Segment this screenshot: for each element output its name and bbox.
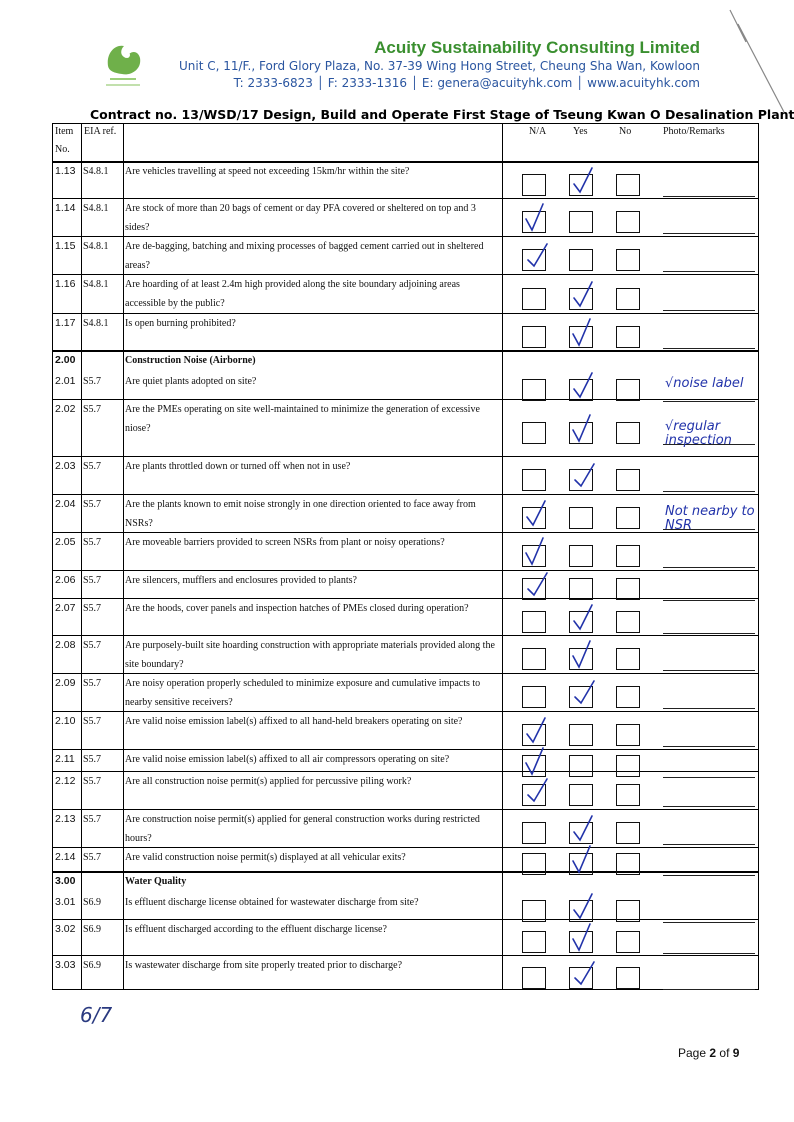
handwritten-checkmark-icon bbox=[523, 241, 549, 271]
checkbox-na[interactable] bbox=[522, 648, 546, 670]
eia-reference: S5.7 bbox=[83, 376, 102, 387]
remarks-line bbox=[663, 633, 755, 634]
checkbox-no[interactable] bbox=[616, 211, 640, 233]
checkbox-no[interactable] bbox=[616, 469, 640, 491]
handwritten-checkmark-icon bbox=[570, 959, 596, 989]
item-number: 2.04 bbox=[55, 498, 76, 510]
checklist-question: Are valid noise emission label(s) affixed to all hand-held breakers operating on site? bbox=[125, 716, 463, 727]
checkbox-na[interactable] bbox=[522, 967, 546, 989]
handwritten-checkmark-icon bbox=[570, 461, 596, 491]
checklist-question: Are quiet plants adopted on site? bbox=[125, 376, 257, 387]
remarks-line bbox=[663, 953, 755, 954]
checklist-question: Are moveable barriers provided to screen NSRs from plant or noisy operations? bbox=[125, 537, 445, 548]
page-total: 9 bbox=[732, 1046, 740, 1060]
page-number bbox=[678, 1046, 739, 1060]
remarks-line bbox=[663, 348, 755, 349]
checkbox-no[interactable] bbox=[616, 822, 640, 844]
contract-title: Contract no. 13/WSD/17 Design, Build and Operate First Stage of Tseung Kwan O Desalination Plant bbox=[90, 107, 794, 122]
checkbox-yes[interactable] bbox=[569, 507, 593, 529]
checklist-question: Are the plants known to emit noise strongly in one direction oriented to face away from NSRs? bbox=[125, 499, 476, 529]
checkbox-no[interactable] bbox=[616, 686, 640, 708]
header-item-no: No. bbox=[55, 144, 70, 155]
remarks-line bbox=[663, 844, 755, 845]
checkbox-no[interactable] bbox=[616, 724, 640, 746]
eia-reference: S5.7 bbox=[83, 499, 102, 510]
checkbox-no[interactable] bbox=[616, 326, 640, 348]
checkbox-yes[interactable] bbox=[569, 755, 593, 777]
eia-reference: S4.8.1 bbox=[83, 166, 109, 177]
item-number: 1.14 bbox=[55, 202, 76, 214]
remarks-line bbox=[663, 806, 755, 807]
header-yes: Yes bbox=[573, 126, 588, 137]
eia-reference: S4.8.1 bbox=[83, 241, 109, 252]
handwritten-checkmark-icon bbox=[523, 776, 549, 806]
item-number: 2.13 bbox=[55, 813, 76, 825]
checkbox-na[interactable] bbox=[522, 379, 546, 401]
checklist-question: Are construction noise permit(s) applied for general construction works during restricted hours? bbox=[125, 814, 480, 844]
handwritten-checkmark-icon bbox=[570, 678, 596, 708]
item-number: 1.16 bbox=[55, 278, 76, 290]
checklist-question: Are de-bagging, batching and mixing processes of bagged cement carried out in sheltered areas? bbox=[125, 241, 484, 271]
checkbox-yes[interactable] bbox=[569, 249, 593, 271]
header-na: N/A bbox=[529, 126, 547, 137]
checkbox-no[interactable] bbox=[616, 853, 640, 875]
eia-reference: S5.7 bbox=[83, 852, 102, 863]
remarks-line bbox=[663, 708, 755, 709]
remarks-line bbox=[663, 310, 755, 311]
handwritten-checkmark-icon bbox=[570, 414, 596, 444]
checklist-question: Are valid construction noise permit(s) displayed at all vehicular exits? bbox=[125, 852, 406, 863]
checkbox-na[interactable] bbox=[522, 853, 546, 875]
remarks-line bbox=[663, 271, 755, 272]
item-number: 1.13 bbox=[55, 165, 76, 177]
item-number: 3.00 bbox=[55, 875, 76, 887]
col-divider-desc bbox=[502, 124, 503, 989]
page-prefix: Page bbox=[678, 1046, 707, 1060]
remarks-line bbox=[663, 922, 755, 923]
eia-reference: S6.9 bbox=[83, 924, 102, 935]
checkbox-no[interactable] bbox=[616, 784, 640, 806]
page-current: 2 bbox=[709, 1046, 717, 1060]
item-number: 2.10 bbox=[55, 715, 76, 727]
eia-reference: S5.7 bbox=[83, 716, 102, 727]
item-number: 1.15 bbox=[55, 240, 76, 252]
eia-reference: S5.7 bbox=[83, 404, 102, 415]
item-number: 3.03 bbox=[55, 959, 76, 971]
item-number: 2.12 bbox=[55, 775, 76, 787]
item-number: 2.14 bbox=[55, 851, 76, 863]
handwritten-remark: √noise label bbox=[665, 376, 744, 391]
checkbox-yes[interactable] bbox=[569, 784, 593, 806]
checkbox-na[interactable] bbox=[522, 422, 546, 444]
col-divider-eia bbox=[123, 124, 124, 989]
checklist-question: Are vehicles travelling at speed not exceeding 15km/hr within the site? bbox=[125, 166, 410, 177]
checkbox-yes[interactable] bbox=[569, 545, 593, 567]
eia-reference: S5.7 bbox=[83, 754, 102, 765]
item-number: 1.17 bbox=[55, 317, 76, 329]
handwritten-checkmark-icon bbox=[523, 716, 549, 746]
checkbox-no[interactable] bbox=[616, 249, 640, 271]
checklist-question: Are valid noise emission label(s) affixed to all air compressors operating on site? bbox=[125, 754, 450, 765]
item-number: 2.11 bbox=[55, 753, 75, 765]
eia-reference: S4.8.1 bbox=[83, 203, 109, 214]
checklist-question: Are the PMEs operating on site well-maintained to minimize the generation of excessive niose? bbox=[125, 404, 480, 434]
remarks-line bbox=[663, 989, 755, 990]
company-contact: T: 2333-6823 │ F: 2333-1316 │ E: genera@acuityhk.com │ www.acuityhk.com bbox=[233, 76, 700, 90]
item-number: 2.05 bbox=[55, 536, 76, 548]
checkbox-na[interactable] bbox=[522, 611, 546, 633]
corner-pen-stroke-icon bbox=[728, 8, 788, 118]
checkbox-yes[interactable] bbox=[569, 578, 593, 600]
remarks-line bbox=[663, 567, 755, 568]
handwritten-checkmark-icon bbox=[523, 203, 549, 233]
eia-reference: S4.8.1 bbox=[83, 279, 109, 290]
page-of: of bbox=[719, 1046, 730, 1060]
item-number: 2.09 bbox=[55, 677, 76, 689]
checkbox-na[interactable] bbox=[522, 686, 546, 708]
checklist-question: Is open burning prohibited? bbox=[125, 318, 236, 329]
checklist-question: Is effluent discharge license obtained for wastewater discharge from site? bbox=[125, 897, 419, 908]
header-eia-ref: EIA ref. bbox=[84, 126, 117, 137]
item-number: 2.01 bbox=[55, 375, 76, 387]
checkbox-no[interactable] bbox=[616, 755, 640, 777]
handwritten-checkmark-icon bbox=[570, 923, 596, 953]
remarks-line bbox=[663, 670, 755, 671]
handwritten-checkmark-icon bbox=[570, 892, 596, 922]
item-number: 2.06 bbox=[55, 574, 76, 586]
checklist-question: Is effluent discharged according to the effluent discharge license? bbox=[125, 924, 387, 935]
eia-reference: S5.7 bbox=[83, 640, 102, 651]
item-number: 2.02 bbox=[55, 403, 76, 415]
checklist-table bbox=[52, 123, 759, 990]
checkbox-no[interactable] bbox=[616, 288, 640, 310]
checklist-question: Is wastewater discharge from site properly treated prior to discharge? bbox=[125, 960, 403, 971]
checkbox-no[interactable] bbox=[616, 422, 640, 444]
handwritten-note: 6/7 bbox=[80, 1003, 113, 1027]
item-number: 2.03 bbox=[55, 460, 76, 472]
item-number: 3.02 bbox=[55, 923, 76, 935]
checkbox-na[interactable] bbox=[522, 822, 546, 844]
header-photo-remarks: Photo/Remarks bbox=[663, 126, 725, 137]
eia-reference: S5.7 bbox=[83, 537, 102, 548]
checklist-question: Are the hoods, cover panels and inspection hatches of PMEs closed during operation? bbox=[125, 603, 469, 614]
company-address: Unit C, 11/F., Ford Glory Plaza, No. 37-39 Wing Hong Street, Cheung Sha Wan, Kowloon bbox=[178, 59, 700, 73]
handwritten-checkmark-icon bbox=[570, 371, 596, 401]
handwritten-checkmark-icon bbox=[570, 814, 596, 844]
company-name: Acuity Sustainability Consulting Limited bbox=[374, 38, 700, 57]
remarks-line bbox=[663, 600, 755, 601]
eia-reference: S5.7 bbox=[83, 776, 102, 787]
eia-reference: S5.7 bbox=[83, 575, 102, 586]
handwritten-checkmark-icon bbox=[523, 570, 549, 600]
checkbox-no[interactable] bbox=[616, 578, 640, 600]
checkbox-na[interactable] bbox=[522, 900, 546, 922]
eia-reference: S5.7 bbox=[83, 461, 102, 472]
checkbox-na[interactable] bbox=[522, 326, 546, 348]
header-no: No bbox=[619, 126, 632, 137]
eia-reference: S4.8.1 bbox=[83, 318, 109, 329]
checklist-question: Are silencers, mufflers and enclosures provided to plants? bbox=[125, 575, 357, 586]
col-divider-item bbox=[81, 124, 82, 989]
item-number: 2.00 bbox=[55, 354, 76, 366]
remarks-line bbox=[663, 401, 755, 402]
eia-reference: S6.9 bbox=[83, 960, 102, 971]
checklist-question: Are all construction noise permit(s) applied for percussive piling work? bbox=[125, 776, 412, 787]
section-heading: Water Quality bbox=[125, 876, 187, 887]
checklist-question: Are stock of more than 20 bags of cement or day PFA covered or sheltered on top and 3 sides? bbox=[125, 203, 476, 233]
handwritten-checkmark-icon bbox=[523, 499, 549, 529]
remarks-line bbox=[663, 875, 755, 876]
handwritten-checkmark-icon bbox=[570, 166, 596, 196]
checklist-question: Are noisy operation properly scheduled to minimize exposure and cumulative impacts to nearby sensitive receivers? bbox=[125, 678, 481, 708]
checklist-question: Are plants throttled down or turned off when not in use? bbox=[125, 461, 351, 472]
handwritten-checkmark-icon bbox=[570, 603, 596, 633]
checkbox-no[interactable] bbox=[616, 174, 640, 196]
checkbox-na[interactable] bbox=[522, 469, 546, 491]
handwritten-checkmark-icon bbox=[523, 747, 549, 777]
checkbox-no[interactable] bbox=[616, 900, 640, 922]
item-number: 2.07 bbox=[55, 602, 76, 614]
checkbox-no[interactable] bbox=[616, 545, 640, 567]
checkbox-yes[interactable] bbox=[569, 724, 593, 746]
checkbox-no[interactable] bbox=[616, 507, 640, 529]
checkbox-na[interactable] bbox=[522, 288, 546, 310]
eia-reference: S6.9 bbox=[83, 897, 102, 908]
handwritten-checkmark-icon bbox=[523, 537, 549, 567]
handwritten-checkmark-icon bbox=[570, 640, 596, 670]
section-heading: Construction Noise (Airborne) bbox=[125, 355, 256, 366]
checkbox-no[interactable] bbox=[616, 611, 640, 633]
handwritten-checkmark-icon bbox=[570, 845, 596, 875]
checkbox-na[interactable] bbox=[522, 931, 546, 953]
remarks-line bbox=[663, 746, 755, 747]
checkbox-no[interactable] bbox=[616, 648, 640, 670]
company-logo-icon bbox=[100, 36, 146, 92]
header-item: Item bbox=[55, 126, 74, 137]
item-number: 3.01 bbox=[55, 896, 76, 908]
handwritten-checkmark-icon bbox=[570, 318, 596, 348]
remarks-line bbox=[663, 196, 755, 197]
handwritten-remark: √regular inspection bbox=[665, 419, 732, 448]
checkbox-no[interactable] bbox=[616, 931, 640, 953]
checkbox-yes[interactable] bbox=[569, 211, 593, 233]
checklist-question: Are hoarding of at least 2.4m high provided along the site boundary adjoining areas accessible by the public? bbox=[125, 279, 460, 309]
item-number: 2.08 bbox=[55, 639, 76, 651]
remarks-line bbox=[663, 491, 755, 492]
handwritten-remark: Not nearby to NSR bbox=[665, 504, 755, 533]
eia-reference: S5.7 bbox=[83, 603, 102, 614]
handwritten-checkmark-icon bbox=[570, 280, 596, 310]
remarks-line bbox=[663, 777, 755, 778]
eia-reference: S5.7 bbox=[83, 814, 102, 825]
checkbox-no[interactable] bbox=[616, 967, 640, 989]
checkbox-na[interactable] bbox=[522, 174, 546, 196]
checkbox-no[interactable] bbox=[616, 379, 640, 401]
checklist-question: Are purposely-built site hoarding construction with appropriate materials provided along the site boundary? bbox=[125, 640, 495, 670]
remarks-line bbox=[663, 233, 755, 234]
eia-reference: S5.7 bbox=[83, 678, 102, 689]
